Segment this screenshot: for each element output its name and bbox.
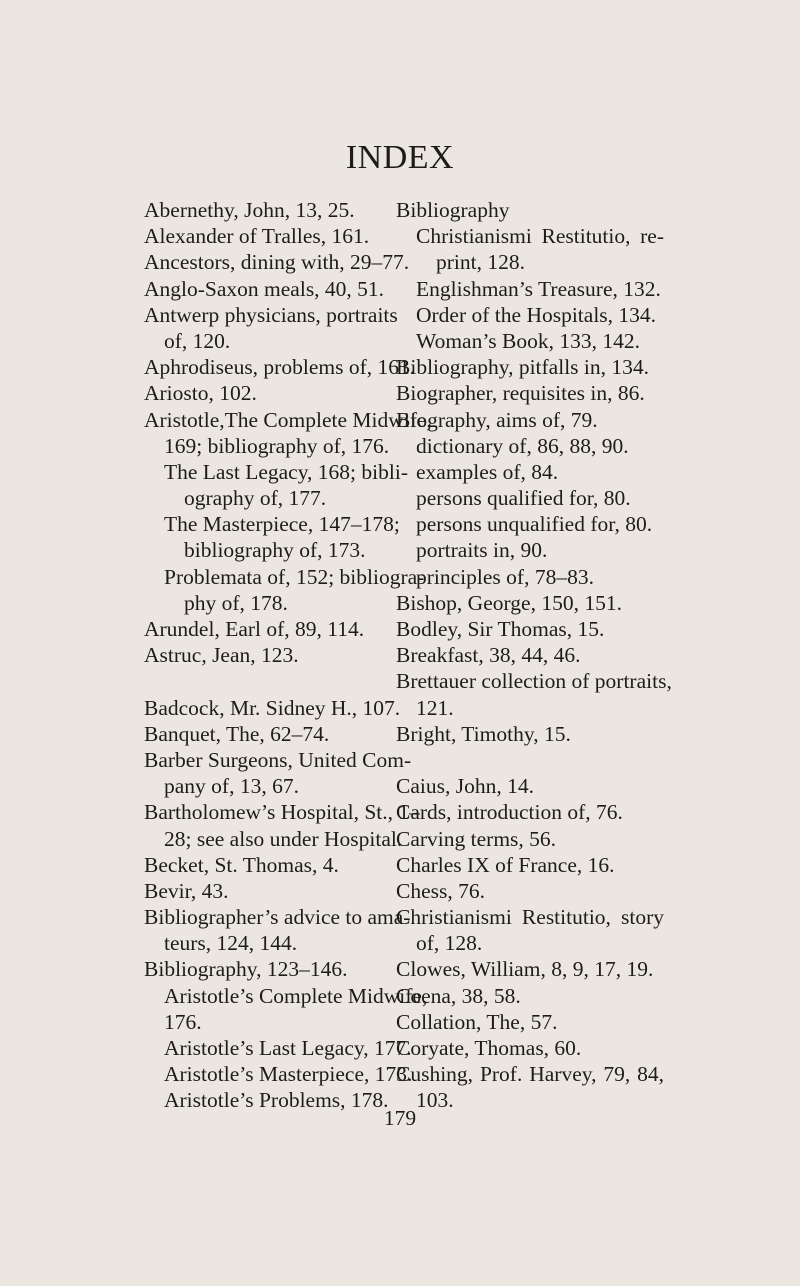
index-entry: Badcock, Mr. Sidney H., 107. [144, 695, 401, 720]
index-entry: Astruc, Jean, 123. [144, 643, 299, 668]
index-entry: Ancestors, dining with, 29–77. [144, 250, 410, 275]
index-entry: Brettauer collection of portraits, [396, 669, 672, 694]
index-entry: Bibliography [396, 198, 510, 222]
index-subentry: 169; bibliography of, 176. [164, 433, 390, 458]
index-entry: Bibliography, pitfalls in, 134. [396, 355, 650, 380]
index-entry: Biographer, requisites in, 86. [396, 381, 645, 406]
index-subentry: 176. [164, 1009, 202, 1034]
index-entry: Bibliography, 123–146. [144, 957, 348, 982]
index-entry: Bevir, 43. [144, 878, 229, 903]
index-entry: Arundel, Earl of, 89, 114. [144, 617, 365, 641]
index-subentry: 121. [416, 695, 454, 720]
index-subentry: persons qualified for, 80. [416, 486, 631, 511]
index-subentry: examples of, 84. [416, 459, 559, 484]
index-entry: Cards, introduction of, 76. [396, 800, 623, 825]
section-gap [144, 668, 376, 694]
index-entry: Biography, aims of, 79. [396, 407, 598, 432]
index-subentry: principles of, 78–83. [416, 564, 594, 589]
index-subentry: 103. [416, 1088, 454, 1113]
index-subentry: pany of, 13, 67. [164, 774, 299, 799]
index-subentry: portraits in, 90. [416, 538, 548, 563]
index-entry: Christianismi Restitutio, story [396, 905, 664, 930]
page-title: INDEX [345, 139, 455, 176]
index-column-right [396, 197, 672, 1114]
index-entry: Bibliographer’s advice to ama- [144, 905, 411, 930]
index-subentry: of, 120. [164, 328, 231, 353]
index-subentry: of, 128. [416, 931, 483, 956]
index-entry: Abernethy, John, 13, 25. [144, 198, 355, 222]
index-entry: Charles IX of France, 16. [396, 852, 615, 877]
index-subentry: dictionary of, 86, 88, 90. [416, 433, 629, 458]
index-entry: Antwerp physicians, portraits [144, 302, 398, 327]
index-subentry: phy of, 178. [184, 590, 288, 615]
index-entry: Anglo-Saxon meals, 40, 51. [144, 276, 385, 301]
index-subentry: Order of the Hospitals, 134. [416, 302, 657, 327]
index-subentry: print, 128. [436, 250, 525, 275]
index-subentry: Englishman’s Treasure, 132. [416, 276, 661, 301]
index-subentry: Aristotle’s Problems, 178. [164, 1088, 389, 1113]
index-entry: Ariosto, 102. [144, 381, 257, 406]
index-subentry: Woman’s Book, 133, 142. [416, 328, 641, 353]
index-subentry: Aristotle’s Masterpiece, 173. [164, 1062, 413, 1087]
index-entry: Collation, The, 57. [396, 1009, 558, 1034]
index-entry: Aphrodiseus, problems of, 161. [144, 355, 416, 380]
index-entry: Clowes, William, 8, 9, 17, 19. [396, 957, 654, 982]
index-subentry: 28; see also under Hospital. [164, 826, 403, 851]
index-entry: Coena, 38, 58. [396, 983, 521, 1008]
index-entry: Coryate, Thomas, 60. [396, 1036, 582, 1060]
index-entry: Chess, 76. [396, 878, 485, 903]
index-subentry: Christianismi Restitutio, re- [416, 224, 664, 249]
index-subentry: Aristotle’s Last Legacy, 177. [164, 1036, 412, 1060]
index-entry: Carving terms, 56. [396, 826, 557, 851]
index-column-left [144, 197, 432, 1114]
index-entry: Breakfast, 38, 44, 46. [396, 643, 581, 668]
index-entry: Bright, Timothy, 15. [396, 721, 571, 746]
index-entry: Alexander of Tralles, 161. [144, 224, 370, 249]
index-entry: Barber Surgeons, United Com- [144, 747, 412, 772]
index-entry: Caius, John, 14. [396, 774, 534, 799]
index-subentry: bibliography of, 173. [184, 538, 366, 563]
index-subentry: Problemata of, 152; bibliogra- [164, 564, 425, 589]
index-entry: Cushing, Prof. Harvey, 79, 84, [396, 1062, 664, 1087]
index-subentry: ography of, 177. [184, 486, 327, 511]
index-entry: Banquet, The, 62–74. [144, 721, 330, 746]
index-entry: Becket, St. Thomas, 4. [144, 852, 339, 877]
page-number: 179 [383, 1106, 417, 1130]
index-subentry: teurs, 124, 144. [164, 931, 298, 956]
index-subentry: persons unqualified for, 80. [416, 512, 653, 537]
index-subentry: Aristotle’s Complete Midwife, [164, 983, 428, 1008]
index-entry: Bishop, George, 150, 151. [396, 590, 622, 615]
index-entry: Aristotle,The Complete Midwife, [144, 407, 432, 432]
section-gap [396, 747, 664, 773]
index-subentry: The Last Legacy, 168; bibli- [164, 459, 408, 484]
index-entry: Bodley, Sir Thomas, 15. [396, 617, 605, 641]
index-subentry: The Masterpiece, 147–178; [164, 512, 400, 537]
index-entry: Bartholomew’s Hospital, St., 1– [144, 800, 420, 825]
